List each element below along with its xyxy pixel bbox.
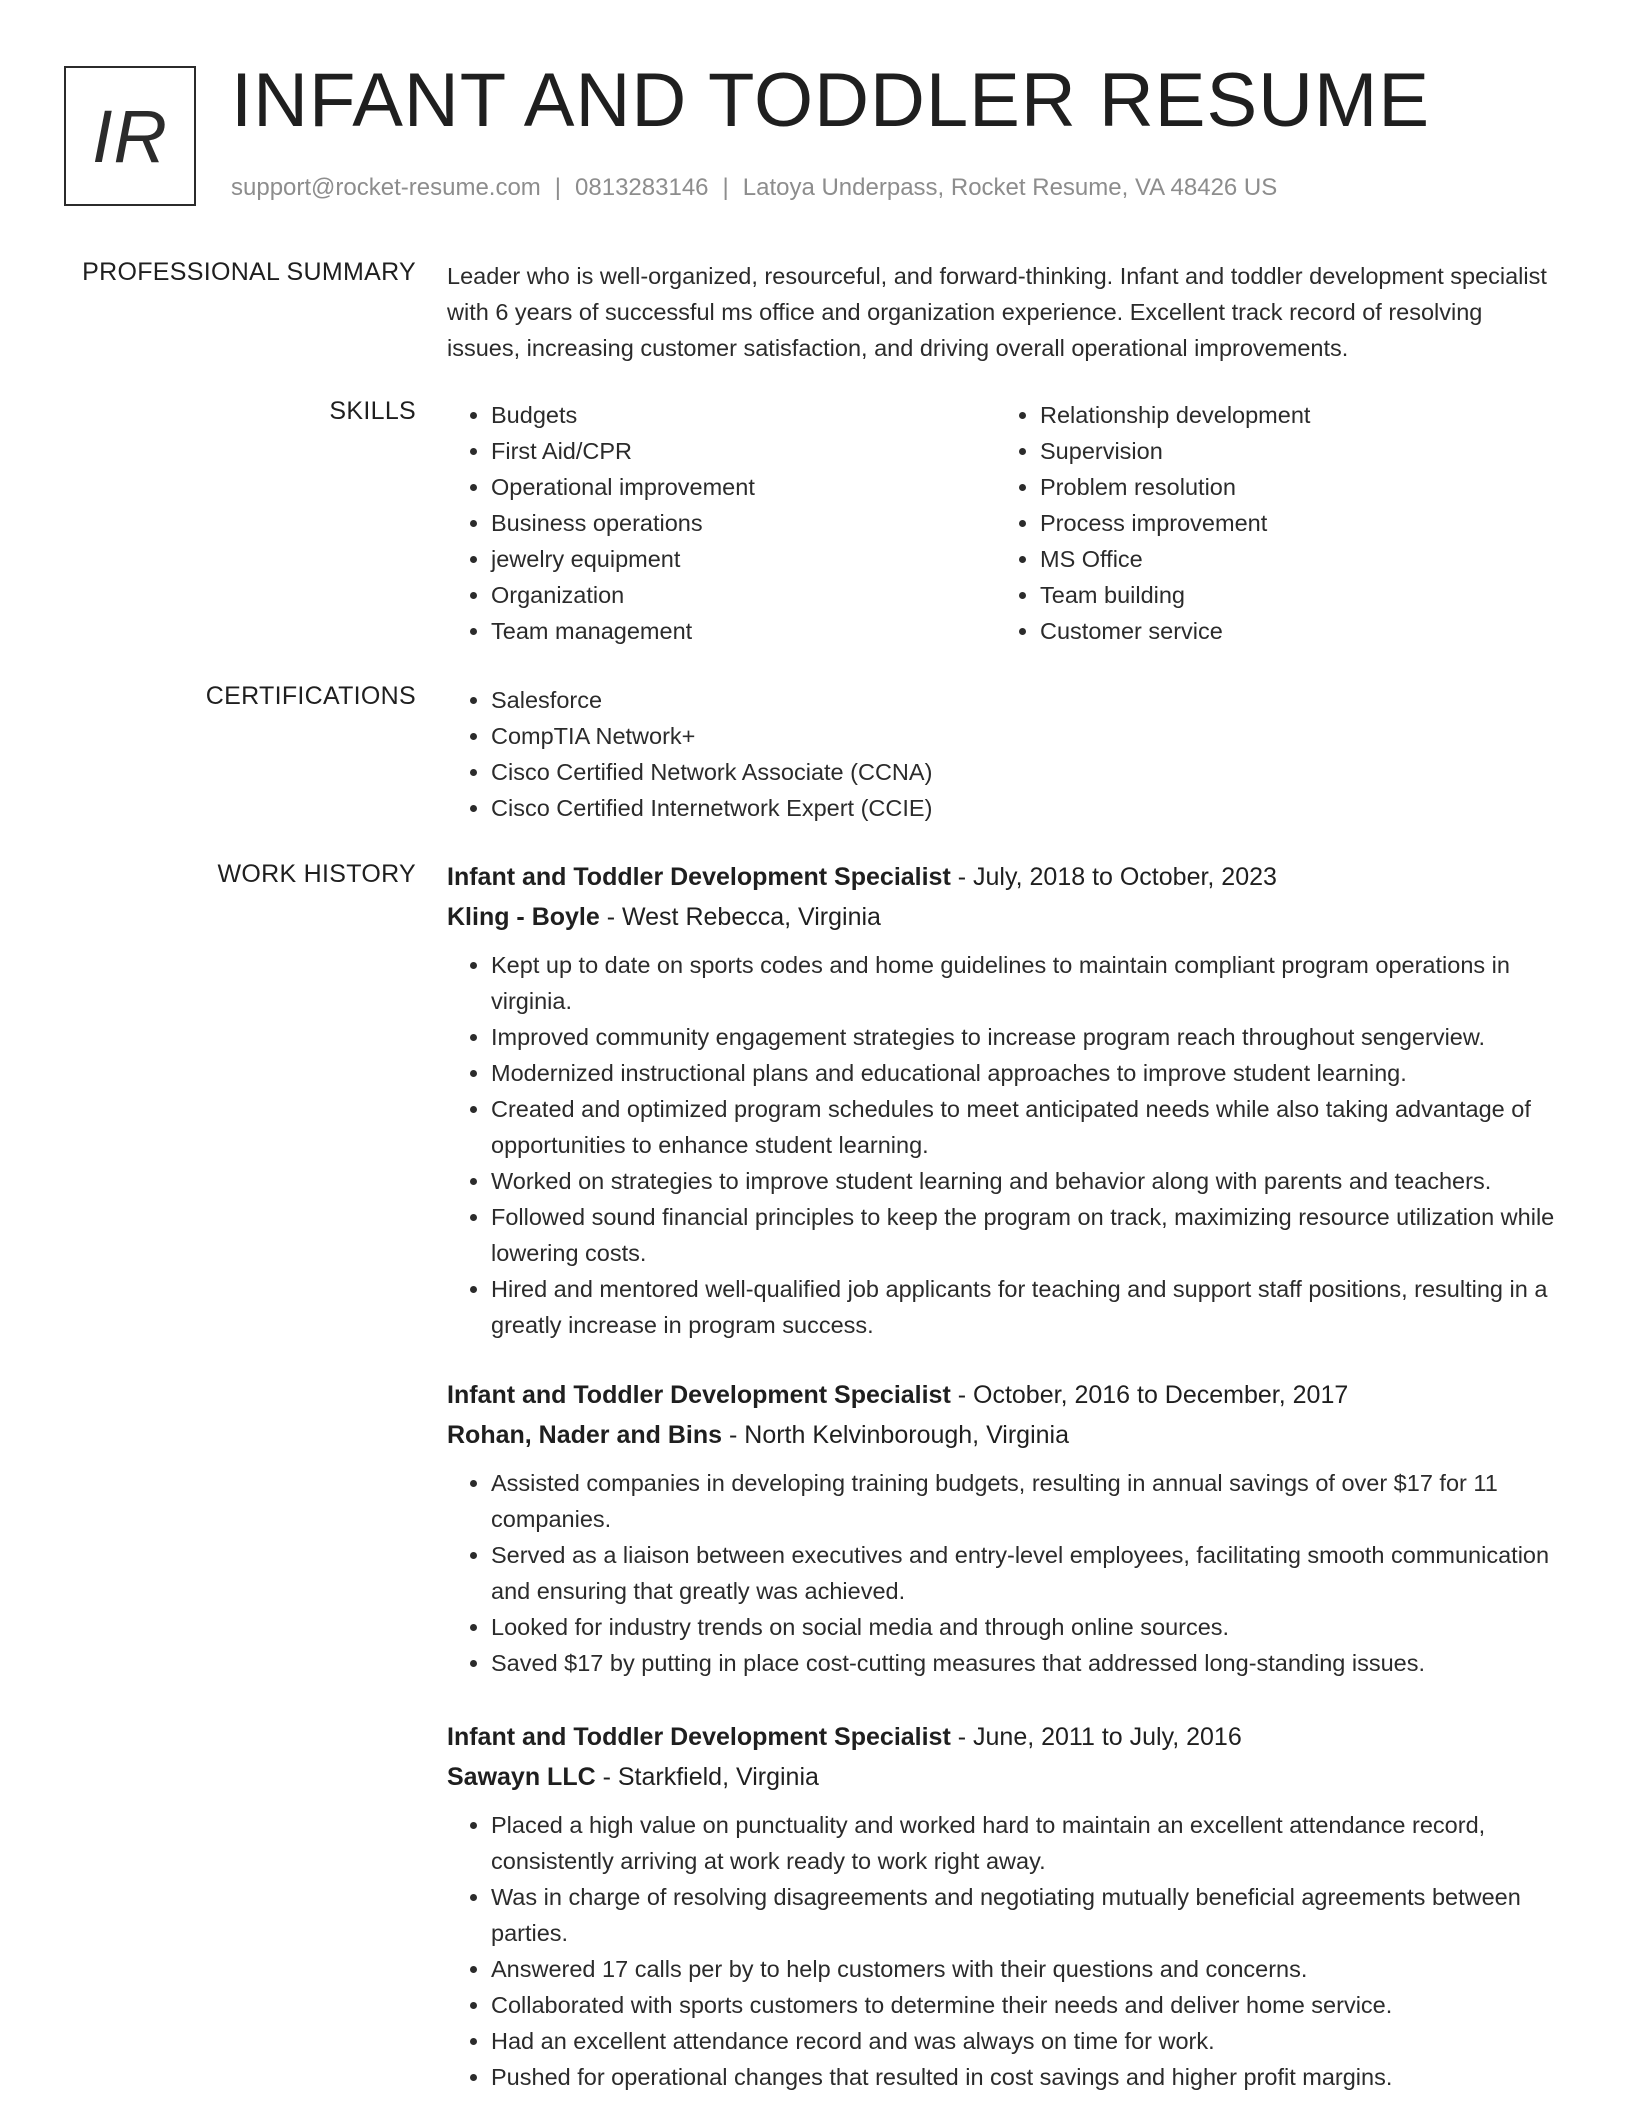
job-dates: - July, 2018 to October, 2023 [950,863,1277,891]
contact-separator: | [722,174,729,201]
job-dates: - October, 2016 to December, 2017 [950,1381,1349,1409]
job-company-line [447,1415,1567,1455]
job-company-line [447,1757,1567,1797]
job-bullet: • Modernized instructional plans and educational approaches to improve student learning. [491,1055,1567,1091]
certification-item: • Salesforce [491,682,1567,718]
skills-list-left [447,397,967,649]
job-company: Rohan, Nader and Bins [447,1421,723,1449]
skill-item: • MS Office [1040,541,1516,577]
job-location: - West Rebecca, Virginia [599,903,881,931]
certifications-block [447,682,1567,826]
job-company: Kling - Boyle [447,903,600,931]
job-role: Infant and Toddler Development Specialist [447,863,951,891]
job-bullet: • Pushed for operational changes that resulted in cost savings and higher profit margins. [491,2059,1567,2095]
job-bullet: • Improved community engagement strategies to increase program reach throughout sengerview. [491,1019,1567,1055]
certification-item: • Cisco Certified Internetwork Expert (CCIE) [491,790,1567,826]
contact-email: support@rocket-resume.com [231,174,541,201]
job-bullets [447,947,1567,1343]
job-entry [447,857,1567,1343]
contact-address: Latoya Underpass, Rocket Resume, VA 48426 US [742,174,1278,201]
job-bullets [447,1465,1567,1681]
job-role: Infant and Toddler Development Specialist [447,1381,951,1409]
job-bullet: • Hired and mentored well-qualified job applicants for teaching and support staff positions, resulting in a greatly increase in program success. [491,1271,1567,1343]
skill-item: • Operational improvement [491,469,967,505]
skill-item: • Relationship development [1040,397,1516,433]
job-role: Infant and Toddler Development Specialist [447,1723,951,1751]
job-bullet: • Collaborated with sports customers to determine their needs and deliver home service. [491,1987,1567,2023]
job-bullet: • Looked for industry trends on social media and through online sources. [491,1609,1567,1645]
section-title-work-history: WORK HISTORY [217,860,416,888]
job-dates: - June, 2011 to July, 2016 [950,1723,1242,1751]
job-company-line [447,897,1567,937]
job-title-line [447,1717,1567,1757]
skill-item: • Problem resolution [1040,469,1516,505]
skills-block [447,397,1567,657]
skill-item: • Customer service [1040,613,1516,649]
job-bullet: • Served as a liaison between executives and entry-level employees, facilitating smooth communication and ensuring that greatly was achieved. [491,1537,1567,1609]
job-title-line [447,857,1567,897]
job-bullet: • Was in charge of resolving disagreements and negotiating mutually beneficial agreements between parties. [491,1879,1567,1951]
job-location: - Starkfield, Virginia [595,1763,819,1791]
monogram-text: IR [92,94,168,178]
certification-item: • Cisco Certified Network Associate (CCNA) [491,754,1567,790]
skills-list-right [996,397,1516,649]
summary-text: Leader who is well-organized, resourceful, and forward-thinking. Infant and toddler development specialist with 6 years of successful ms office and organization experience. Excellent track record of resolving issues, increasing customer satisfaction, and driving overall operational improvements. [447,263,1547,361]
section-title-certifications: CERTIFICATIONS [205,682,416,710]
job-title-line [447,1375,1567,1415]
job-entry [447,1375,1567,1681]
contact-line [231,174,1277,202]
contact-phone: 0813283146 [575,174,709,201]
section-title-summary: PROFESSIONAL SUMMARY [82,258,416,286]
skill-item: • Organization [491,577,967,613]
job-bullet: • Worked on strategies to improve student learning and behavior along with parents and teachers. [491,1163,1567,1199]
job-bullet: • Followed sound financial principles to keep the program on track, maximizing resource utilization while lowering costs. [491,1199,1567,1271]
skill-item: • First Aid/CPR [491,433,967,469]
skill-item: • Process improvement [1040,505,1516,541]
skills-column-left [447,397,967,649]
job-bullet: • Placed a high value on punctuality and worked hard to maintain an excellent attendance record, consistently arriving at work ready to work right away. [491,1807,1567,1879]
resume-title: INFANT AND TODDLER RESUME [231,58,1431,143]
skill-item: • Budgets [491,397,967,433]
certification-item: • CompTIA Network+ [491,718,1567,754]
job-bullet: • Answered 17 calls per by to help customers with their questions and concerns. [491,1951,1567,1987]
skill-item: • jewelry equipment [491,541,967,577]
skill-item: • Team building [1040,577,1516,613]
section-title-skills: SKILLS [329,397,416,425]
skills-column-right [996,397,1516,649]
job-bullet: • Created and optimized program schedules to meet anticipated needs while also taking advantage of opportunities to enhance student learning. [491,1091,1567,1163]
skill-item: • Team management [491,613,967,649]
contact-separator: | [554,174,562,201]
job-entry [447,1717,1567,2095]
certifications-list [447,682,1567,826]
job-company: Sawayn LLC [447,1763,596,1791]
job-bullet: • Kept up to date on sports codes and home guidelines to maintain compliant program operations in virginia. [491,947,1567,1019]
job-bullet: • Saved $17 by putting in place cost-cutting measures that addressed long-standing issues. [491,1645,1567,1681]
job-location: - North Kelvinborough, Virginia [722,1421,1069,1449]
job-bullet: • Had an excellent attendance record and was always on time for work. [491,2023,1567,2059]
job-bullets [447,1807,1567,2095]
skill-item: • Supervision [1040,433,1516,469]
skill-item: • Business operations [491,505,967,541]
monogram-badge [64,66,196,206]
job-bullet: • Assisted companies in developing training budgets, resulting in annual savings of over $17 for 11 companies. [491,1465,1567,1537]
